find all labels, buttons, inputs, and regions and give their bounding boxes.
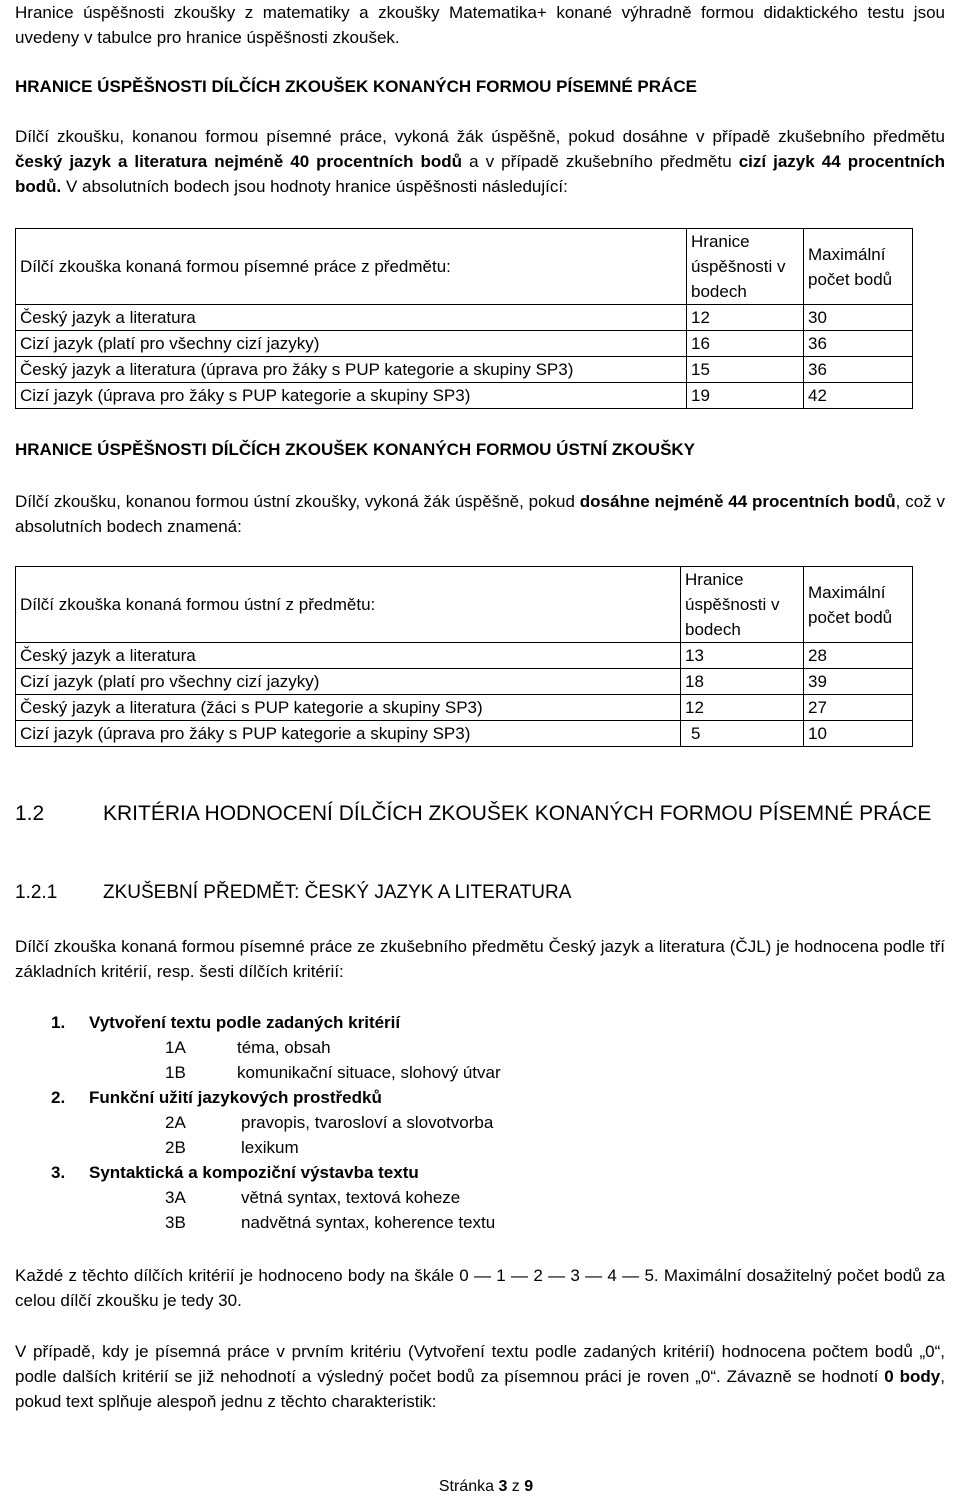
section-1-2-heading xyxy=(15,800,931,828)
cell-threshold: 16 xyxy=(687,331,804,357)
list-item xyxy=(165,1060,501,1085)
header-max-points: Maximální počet bodů xyxy=(804,567,913,643)
criteria-intro-paragraph: Dílčí zkouška konaná formou písemné práce ze zkušebního předmětu Český jazyk a literatura (ČJL) je hodnocena podle tří základních kritérií, resp. šesti dílčích kritérií: xyxy=(15,937,945,981)
written-para-bold-1: český jazyk a literatura nejméně 40 procentních bodů xyxy=(15,152,463,171)
criterion-number: 1. xyxy=(51,1013,66,1032)
cell-max-points: 36 xyxy=(804,331,913,357)
list-item xyxy=(165,1135,299,1160)
cell-subject: Cizí jazyk (úprava pro žáky s PUP kategorie a skupiny SP3) xyxy=(16,721,681,747)
criterion-label: Funkční užití jazykových prostředků xyxy=(89,1088,382,1107)
footer-page-total: 9 xyxy=(524,1478,534,1495)
table-row xyxy=(16,305,913,331)
written-para-text-3: V absolutních bodech jsou hodnoty hranice úspěšnosti následující: xyxy=(61,177,568,196)
cell-max-points: 27 xyxy=(804,695,913,721)
section-title: ZKUŠEBNÍ PŘEDMĚT: ČESKÝ JAZYK A LITERATURA xyxy=(103,882,572,903)
cell-subject: Český jazyk a literatura xyxy=(16,643,681,669)
list-item xyxy=(165,1035,331,1060)
list-item xyxy=(51,1160,419,1185)
subcriterion-label: nadvětná syntax, koherence textu xyxy=(241,1213,496,1232)
table-header-row xyxy=(16,229,913,305)
header-subject: Dílčí zkouška konaná formou písemné práce z předmětu: xyxy=(16,229,687,305)
cell-max-points: 36 xyxy=(804,357,913,383)
table-header-row xyxy=(16,567,913,643)
list-item xyxy=(165,1110,493,1135)
zero-points-paragraph xyxy=(15,1339,945,1414)
footer-separator: z xyxy=(507,1478,525,1495)
cell-subject: Český jazyk a literatura xyxy=(16,305,687,331)
zero-para-bold: 0 body xyxy=(884,1367,941,1386)
scale-paragraph: Každé z těchto dílčích kritérií je hodnoceno body na škále 0 — 1 — 2 — 3 — 4 — 5. Maximální dosažitelný počet bodů za celou dílčí zkoušku je tedy 30. xyxy=(15,1266,945,1310)
header-subject: Dílčí zkouška konaná formou ústní z předmětu: xyxy=(16,567,681,643)
intro-paragraph: Hranice úspěšnosti zkoušky z matematiky a zkoušky Matematika+ konané výhradně formou didaktického testu jsou uvedeny v tabulce pro hranice úspěšnosti zkoušek. xyxy=(15,3,945,47)
list-item xyxy=(165,1185,460,1210)
header-max-points: Maximální počet bodů xyxy=(804,229,913,305)
section-1-2-1-heading xyxy=(15,880,571,906)
oral-paragraph xyxy=(15,489,945,539)
written-heading: HRANICE ÚSPĚŠNOSTI DÍLČÍCH ZKOUŠEK KONANÝCH FORMOU PÍSEMNÉ PRÁCE xyxy=(15,77,697,96)
subcriterion-label: větná syntax, textová koheze xyxy=(241,1188,461,1207)
written-para-text-1: Dílčí zkoušku, konanou formou písemné práce, vykoná žák úspěšně, pokud dosáhne v případě zkušebního předmětu xyxy=(15,127,945,146)
subcriterion-label: komunikační situace, slohový útvar xyxy=(237,1063,501,1082)
zero-para-text-2: , pokud text splňuje alespoň jednu z těchto charakteristik: xyxy=(15,1367,945,1411)
footer-prefix: Stránka xyxy=(438,1478,499,1495)
cell-subject: Cizí jazyk (platí pro všechny cizí jazyky) xyxy=(16,669,681,695)
subcriterion-number: 1A xyxy=(165,1038,186,1057)
criterion-number: 2. xyxy=(51,1088,66,1107)
cell-max-points: 28 xyxy=(804,643,913,669)
cell-subject: Český jazyk a literatura (úprava pro žáky s PUP kategorie a skupiny SP3) xyxy=(16,357,687,383)
oral-para-text-1: Dílčí zkoušku, konanou formou ústní zkoušky, vykoná žák úspěšně, pokud xyxy=(15,492,580,511)
table-row xyxy=(16,331,913,357)
cell-threshold: 18 xyxy=(681,669,804,695)
cell-threshold: 12 xyxy=(681,695,804,721)
header-threshold: Hranice úspěšnosti v bodech xyxy=(687,229,804,305)
table-row xyxy=(16,357,913,383)
subcriterion-label: pravopis, tvarosloví a slovotvorba xyxy=(241,1113,494,1132)
cell-max-points: 42 xyxy=(804,383,913,409)
oral-heading: HRANICE ÚSPĚŠNOSTI DÍLČÍCH ZKOUŠEK KONANÝCH FORMOU ÚSTNÍ ZKOUŠKY xyxy=(15,440,696,459)
cell-threshold: 19 xyxy=(687,383,804,409)
cell-max-points: 30 xyxy=(804,305,913,331)
list-item xyxy=(165,1210,495,1235)
table-row xyxy=(16,383,913,409)
subcriterion-number: 2B xyxy=(165,1138,186,1157)
zero-para-text-1: V případě, kdy je písemná práce v prvním kritériu (Vytvoření textu podle zadaných kritérií) hodnocena počtem bodů „0“, podle dalších kritérií se již nehodnotí a výsledný počet bodů za písemnou práci je roven „0“. Závazně se hodnotí xyxy=(15,1342,945,1386)
subcriterion-label: lexikum xyxy=(241,1138,299,1157)
table-row xyxy=(16,695,913,721)
section-number: 1.2 xyxy=(15,802,45,825)
criteria-list xyxy=(15,1010,945,1230)
table-row xyxy=(16,669,913,695)
cell-max-points: 39 xyxy=(804,669,913,695)
criterion-label: Vytvoření textu podle zadaných kritérií xyxy=(89,1013,401,1032)
oral-para-bold-1: dosáhne nejméně 44 procentních bodů xyxy=(579,492,896,511)
written-para-bold-2: cizí jazyk 44 procentních bodů. xyxy=(15,152,945,196)
written-paragraph xyxy=(15,124,945,199)
subcriterion-number: 1B xyxy=(165,1063,186,1082)
page-footer xyxy=(15,1474,957,1499)
oral-threshold-table xyxy=(15,566,913,747)
written-para-text-2: a v případě zkušebního předmětu xyxy=(462,152,739,171)
cell-threshold: 13 xyxy=(681,643,804,669)
subcriterion-number: 3B xyxy=(165,1213,186,1232)
subcriterion-number: 3A xyxy=(165,1188,186,1207)
list-item xyxy=(51,1085,382,1110)
table-row xyxy=(16,721,913,747)
footer-page-number: 3 xyxy=(498,1478,508,1495)
criterion-number: 3. xyxy=(51,1163,66,1182)
subcriterion-label: téma, obsah xyxy=(237,1038,331,1057)
cell-subject: Cizí jazyk (platí pro všechny cizí jazyky) xyxy=(16,331,687,357)
cell-subject: Cizí jazyk (úprava pro žáky s PUP kategorie a skupiny SP3) xyxy=(16,383,687,409)
cell-threshold: 15 xyxy=(687,357,804,383)
list-item xyxy=(51,1010,400,1035)
table-row xyxy=(16,643,913,669)
cell-threshold: 5 xyxy=(681,721,804,747)
header-threshold: Hranice úspěšnosti v bodech xyxy=(681,567,804,643)
cell-max-points: 10 xyxy=(804,721,913,747)
subcriterion-number: 2A xyxy=(165,1113,186,1132)
cell-threshold: 12 xyxy=(687,305,804,331)
section-number: 1.2.1 xyxy=(15,882,58,903)
oral-para-text-2: , což v absolutních bodech znamená: xyxy=(15,492,945,536)
criterion-label: Syntaktická a kompoziční výstavba textu xyxy=(89,1163,419,1182)
cell-subject: Český jazyk a literatura (žáci s PUP kategorie a skupiny SP3) xyxy=(16,695,681,721)
written-threshold-table xyxy=(15,228,913,409)
section-title: KRITÉRIA HODNOCENÍ DÍLČÍCH ZKOUŠEK KONANÝCH FORMOU PÍSEMNÉ PRÁCE xyxy=(103,802,932,825)
